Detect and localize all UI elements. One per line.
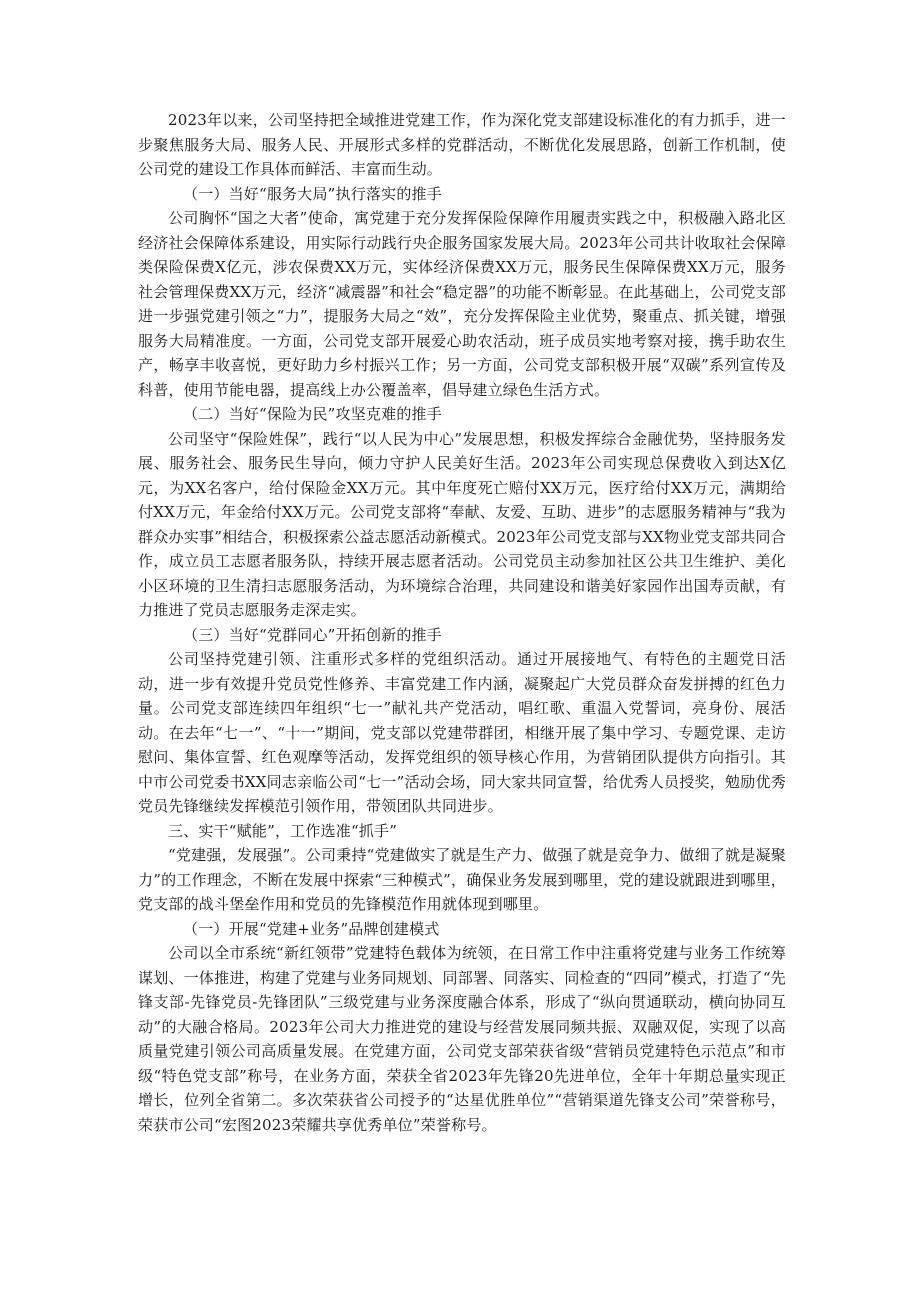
subheading: （三）当好“党群同心”开拓创新的推手 [183, 625, 442, 644]
section-heading: 三、实干“赋能”，工作选准“抓手” [168, 821, 398, 840]
document-body [138, 108, 786, 1137]
paragraph: 公司坚持党建引领、注重形式多样的党组织活动。通过开展接地气、有特色的主题党日活动，进一步有效提升党员党性修养、丰富党建工作内涵，凝聚起广大党员群众奋发拼搏的红色力量。公司党支部连续四年组织“七一”献礼共产党活动，唱红歌、重温入党誓词，亮身份、展活动。在去年“七一”、“十一”期间，党支部以党建带群团，相继开展了集中学习、专题党课、走访慰问、集体宣誓、红色观摩等活动，发挥党组织的领导核心作用，为营销团队提供方向指引。其中市公司党委书XX同志亲临公司“七一”活动会场，同大家共同宣誓，给优秀人员授奖，勉励优秀党员先锋继续发挥模范引领作用，带领团队共同进步。 [138, 650, 786, 815]
paragraph: 公司以全市系统“新红领带”党建特色载体为统领，在日常工作中注重将党建与业务工作统筹谋划、一体推进，构建了党建与业务同规划、同部署、同落实、同检查的“四同”模式，打造了“先锋支部-先锋党员-先锋团队”三级党建与业务深度融合体系，形成了“纵向贯通联动，横向协同互动”的大融合格局。2023年公司大力推进党的建设与经营发展同频共振、双融双促，实现了以高质量党建引领公司高质量发展。在党建方面，公司党支部荣获省级“营销员党建特色示范点”和市级“特色党支部”称号，在业务方面，荣获全省2023年先锋20先进单位，全年十年期总量实现正增长，位列全省第二。多次荣获省公司授予的“达星优胜单位”“营销渠道先锋支公司”荣誉称号，荣获市公司“宏图2023荣耀共享优秀单位”荣誉称号。 [138, 944, 786, 1134]
subheading: （一）当好“服务大局”执行落实的推手 [183, 184, 442, 203]
paragraph: “党建强，发展强”。公司秉持“党建做实了就是生产力、做强了就是竞争力、做细了就是凝聚力”的工作理念，不断在发展中探索“三种模式”，确保业务发展到哪里，党的建设就跟进到哪里，党支部的战斗堡垒作用和党员的先锋模范作用就体现到哪里。 [138, 846, 786, 913]
paragraph: 2023年以来，公司坚持把全域推进党建工作，作为深化党支部建设标准化的有力抓手，进一步聚焦服务大局、服务人民、开展形式多样的党群活动，不断优化发展思路，创新工作机制，使公司党的建设工作具体而鲜活、丰富而生动。 [138, 111, 786, 178]
subheading: （一）开展“党建+业务”品牌创建模式 [183, 919, 440, 938]
subheading: （二）当好“保险为民”攻坚克难的推手 [183, 405, 442, 423]
paragraph: 公司坚守“保险姓保”，践行“以人民为中心”发展思想，积极发挥综合金融优势，坚持服务发展、服务社会、服务民生导向，倾力守护人民美好生活。2023年公司实现总保费收入到达X亿元，为XX名客户，给付保险金XX万元。其中年度死亡赔付XX万元，医疗给付XX万元，满期给付XX万元，年金给付XX万元。公司党支部将“奉献、友爱、互助、进步”的志愿服务精神与“我为群众办实事”相结合，积极探索公益志愿活动新模式。2023年公司党支部与XX物业党支部共同合作，成立员工志愿者服务队，持续开展志愿者活动。公司党员主动参加社区公共卫生维护、美化小区环境的卫生清扫志愿服务活动，为环境综合治理，共同建设和谐美好家园作出国寿贡献，有力推进了党员志愿服务走深走实。 [138, 429, 786, 619]
paragraph: 公司胸怀“国之大者”使命，寓党建于充分发挥保险保障作用履责实践之中，积极融入路北区经济社会保障体系建设，用实际行动践行央企服务国家发展大局。2023年公司共计收取社会保障类保险保费X亿元，涉农保费XX万元，实体经济保费XX万元，服务民生保障保费XX万元，服务社会管理保费XX万元，经济“减震器”和社会“稳定器”的功能不断彰显。在此基础上，公司党支部进一步强党建引领之“力”，提服务大局之“效”，充分发挥保险主业优势，聚重点、抓关键，增强服务大局精准度。一方面，公司党支部开展爱心助农活动，班子成员实地考察对接，携手助农生产，畅享丰收喜悦，更好助力乡村振兴工作；另一方面，公司党支部积极开展“双碳”系列宣传及科普，使用节能电器，提高线上办公覆盖率，倡导建立绿色生活方式。 [138, 209, 786, 399]
